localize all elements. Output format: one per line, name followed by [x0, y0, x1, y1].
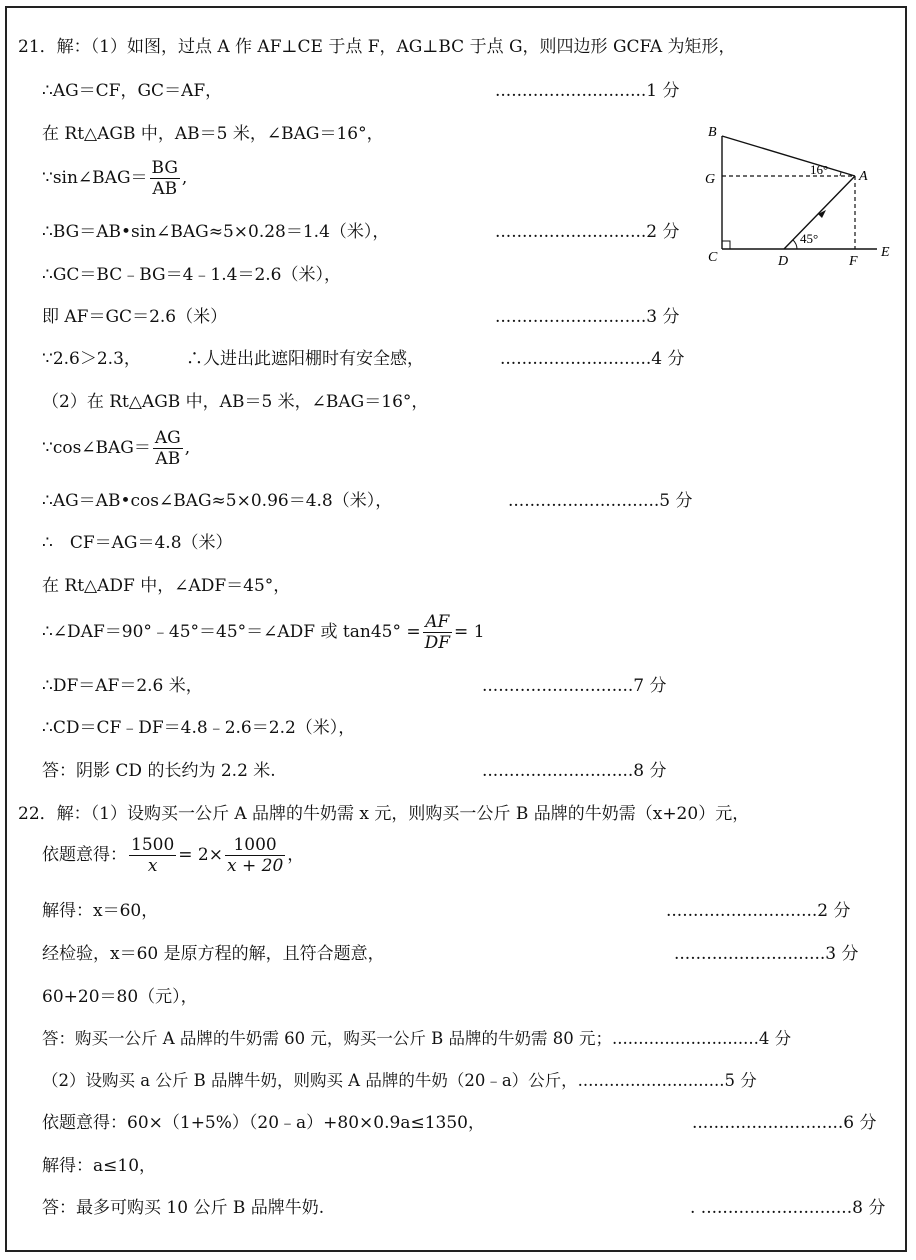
q22-score-2: ............................2 分 [666, 901, 851, 921]
q21-line-15: ∴CD＝CF﹣DF＝4.8﹣2.6＝2.2（米）， [42, 718, 356, 738]
q22-fraction-1000 [225, 835, 285, 876]
q22-line-3: 经检验，x＝60 是原方程的解，且符合题意， [42, 944, 385, 964]
geometry-figure [700, 122, 900, 272]
q22-header: 22．解：（1）设购买一公斤 A 品牌的牛奶需 x 元，则购买一公斤 B 品牌的牛奶需（x+20）元， [18, 804, 750, 824]
q21-line-7a: ∵2.6＞2.3， [42, 349, 141, 369]
angle-arc-16 [840, 172, 841, 176]
q21-score-10: ............................5 分 [508, 491, 693, 511]
q21-line-13-post: = 1 [454, 622, 485, 642]
segment-ba [722, 136, 855, 176]
q21-line-13-pre: ∴∠DAF＝90°﹣45°＝45°＝∠ADF 或 tan45° = [42, 622, 421, 642]
q21-frac-cos-num: AG [154, 428, 181, 448]
q21-line-13 [42, 612, 485, 653]
q22-line-4: 60+20＝80（元）， [42, 987, 198, 1007]
q22-score-9: . ............................8 分 [690, 1198, 886, 1218]
q21-score-1: ............................1 分 [495, 81, 680, 101]
q21-score-14: ............................7 分 [482, 676, 667, 696]
q22-line-5: 答：购买一公斤 A 品牌的牛奶需 60 元，购买一公斤 B 品牌的牛奶需 80 元；............................4 分 [42, 1029, 792, 1048]
q21-line-4: ∴BG＝AB•sin∠BAG≈5×0.28＝1.4（米）， [42, 222, 390, 242]
q21-frac-sin-den: AB [152, 179, 178, 199]
label-e: E [881, 245, 890, 260]
q22-line-7: 依题意得：60×（1+5%）（20﹣a）+80×0.9a≤1350， [42, 1113, 485, 1133]
q21-line-14: ∴DF＝AF＝2.6 米， [42, 676, 203, 696]
q21-line-8: （2）在 Rt△AGB 中，AB＝5 米，∠BAG＝16°， [42, 392, 429, 412]
q22-frac1-num: 1500 [131, 835, 175, 855]
q22-frac2-den: x + 20 [226, 856, 284, 876]
q21-line-6: 即 AF＝GC＝2.6（米） [42, 307, 228, 327]
q21-fraction-tan [423, 612, 452, 653]
q21-line-2: 在 Rt△AGB 中，AB＝5 米，∠BAG＝16°， [42, 124, 384, 144]
angle-arc-45 [793, 240, 797, 249]
q21-line-9-post: , [184, 438, 191, 458]
q22-frac2-num: 1000 [225, 835, 285, 856]
angle-label-16: 16° [810, 162, 829, 177]
label-c: C [708, 250, 718, 265]
q21-frac-cos-den: AB [155, 449, 181, 469]
q21-line-11: ∴ CF＝AG＝4.8（米） [42, 533, 233, 553]
q22-line-9: 答：最多可购买 10 公斤 B 品牌牛奶. [42, 1198, 325, 1218]
q21-line-9-pre: ∵cos∠BAG＝ [42, 438, 151, 458]
q21-line-10: ∴AG＝AB•cos∠BAG≈5×0.96＝4.8（米）， [42, 491, 393, 511]
angle-label-45: 45° [800, 231, 819, 246]
q21-line-16: 答：阴影 CD 的长约为 2.2 米. [42, 761, 276, 781]
label-d: D [778, 254, 789, 269]
q22-score-3: ............................3 分 [674, 944, 859, 964]
q21-line-5: ∴GC＝BC﹣BG＝4﹣1.4＝2.6（米）， [42, 265, 341, 285]
q22-line-1-post: ， [287, 845, 305, 865]
q22-line-6: （2）设购买 a 公斤 B 品牌牛奶，则购买 A 品牌的牛奶（20﹣a）公斤，............................5 分 [42, 1071, 757, 1090]
label-g: G [705, 172, 716, 187]
q21-score-7: ............................4 分 [500, 349, 685, 369]
q21-header: 21．解：（1）如图，过点 A 作 AF⊥CE 于点 F，AG⊥BC 于点 G，则四边形 GCFA 为矩形， [18, 37, 736, 57]
label-f: F [849, 254, 858, 269]
right-angle-mark [722, 241, 730, 249]
q21-line-3 [42, 158, 187, 199]
q21-line-12: 在 Rt△ADF 中，∠ADF＝45°， [42, 576, 291, 596]
q21-frac-tan-den: DF [424, 633, 451, 653]
q22-line-1 [42, 835, 304, 876]
q22-line-1-mid: = 2× [178, 845, 223, 865]
segment-ad [784, 176, 855, 249]
q22-line-1-pre: 依题意得： [42, 845, 127, 865]
q22-line-8: 解得：a≤10， [42, 1156, 157, 1176]
q21-frac-tan-num: AF [423, 612, 452, 633]
q21-line-3-post: , [181, 168, 188, 188]
q21-score-16: ............................8 分 [482, 761, 667, 781]
q21-frac-sin-num: BG [151, 158, 178, 178]
q21-line-1: ∴AG＝CF，GC＝AF， [42, 81, 223, 101]
q21-fraction-sin [150, 158, 180, 199]
q22-fraction-1500 [129, 835, 176, 876]
q21-line-7b: ∴人进出此遮阳棚时有安全感， [186, 349, 424, 369]
q21-score-6: ............................3 分 [495, 307, 680, 327]
q22-line-2: 解得：x＝60， [42, 901, 159, 921]
arrow-head [818, 210, 826, 218]
q22-frac1-den: x [147, 856, 158, 876]
q22-score-7: ............................6 分 [692, 1113, 877, 1133]
label-b: B [708, 125, 717, 140]
q21-fraction-cos [153, 428, 183, 469]
q21-line-9 [42, 428, 190, 469]
q21-score-4: ............................2 分 [495, 222, 680, 242]
label-a: A [859, 169, 868, 184]
q21-line-3-pre: ∵sin∠BAG＝ [42, 168, 148, 188]
